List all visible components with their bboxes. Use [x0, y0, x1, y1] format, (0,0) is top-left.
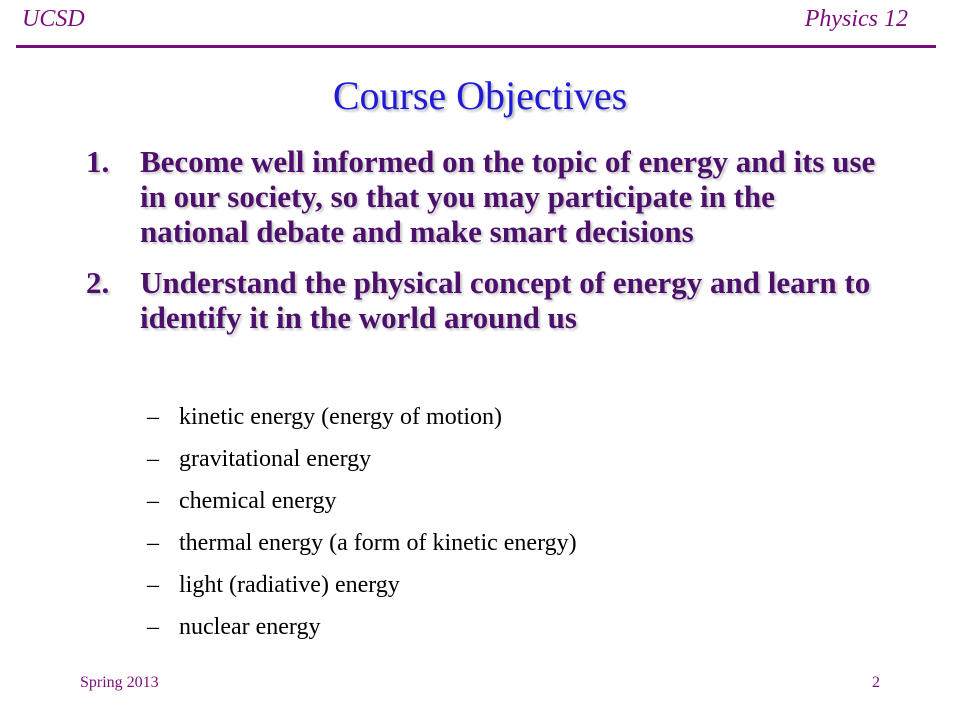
energy-types-list: [147, 401, 887, 653]
objective-number: 2.: [86, 265, 110, 300]
page-number: 2: [872, 674, 880, 691]
sub-item: [147, 527, 887, 569]
dash-bullet: –: [147, 446, 159, 472]
objective-item: [86, 144, 886, 249]
sub-item: [147, 485, 887, 527]
header-institution: UCSD: [22, 6, 85, 32]
dash-bullet: –: [147, 404, 159, 430]
header-divider: [16, 45, 936, 48]
sub-item-text: gravitational energy: [179, 446, 372, 472]
sub-item-text: thermal energy (a form of kinetic energy): [179, 530, 577, 556]
sub-item: [147, 401, 887, 443]
sub-item: [147, 611, 887, 653]
header-course: Physics 12: [804, 6, 908, 32]
dash-bullet: –: [147, 530, 159, 556]
sub-item-text: chemical energy: [179, 488, 337, 514]
sub-item-text: light (radiative) energy: [179, 572, 400, 598]
sub-item: [147, 443, 887, 485]
dash-bullet: –: [147, 572, 159, 598]
objective-text: Become well informed on the topic of energy and its use in our society, so that you may participate in the national debate and make smart decisions: [140, 144, 876, 249]
objective-item: [86, 265, 886, 335]
sub-item-text: nuclear energy: [179, 614, 321, 640]
slide-title: Course Objectives: [332, 73, 628, 118]
objectives-list: [86, 144, 886, 335]
objective-number: 1.: [86, 144, 110, 179]
objective-text: Understand the physical concept of energy and learn to identify it in the world around us: [140, 265, 871, 335]
dash-bullet: –: [147, 488, 159, 514]
dash-bullet: –: [147, 614, 159, 640]
footer-term: Spring 2013: [80, 674, 159, 691]
sub-item-text: kinetic energy (energy of motion): [179, 404, 503, 430]
sub-item: [147, 569, 887, 611]
